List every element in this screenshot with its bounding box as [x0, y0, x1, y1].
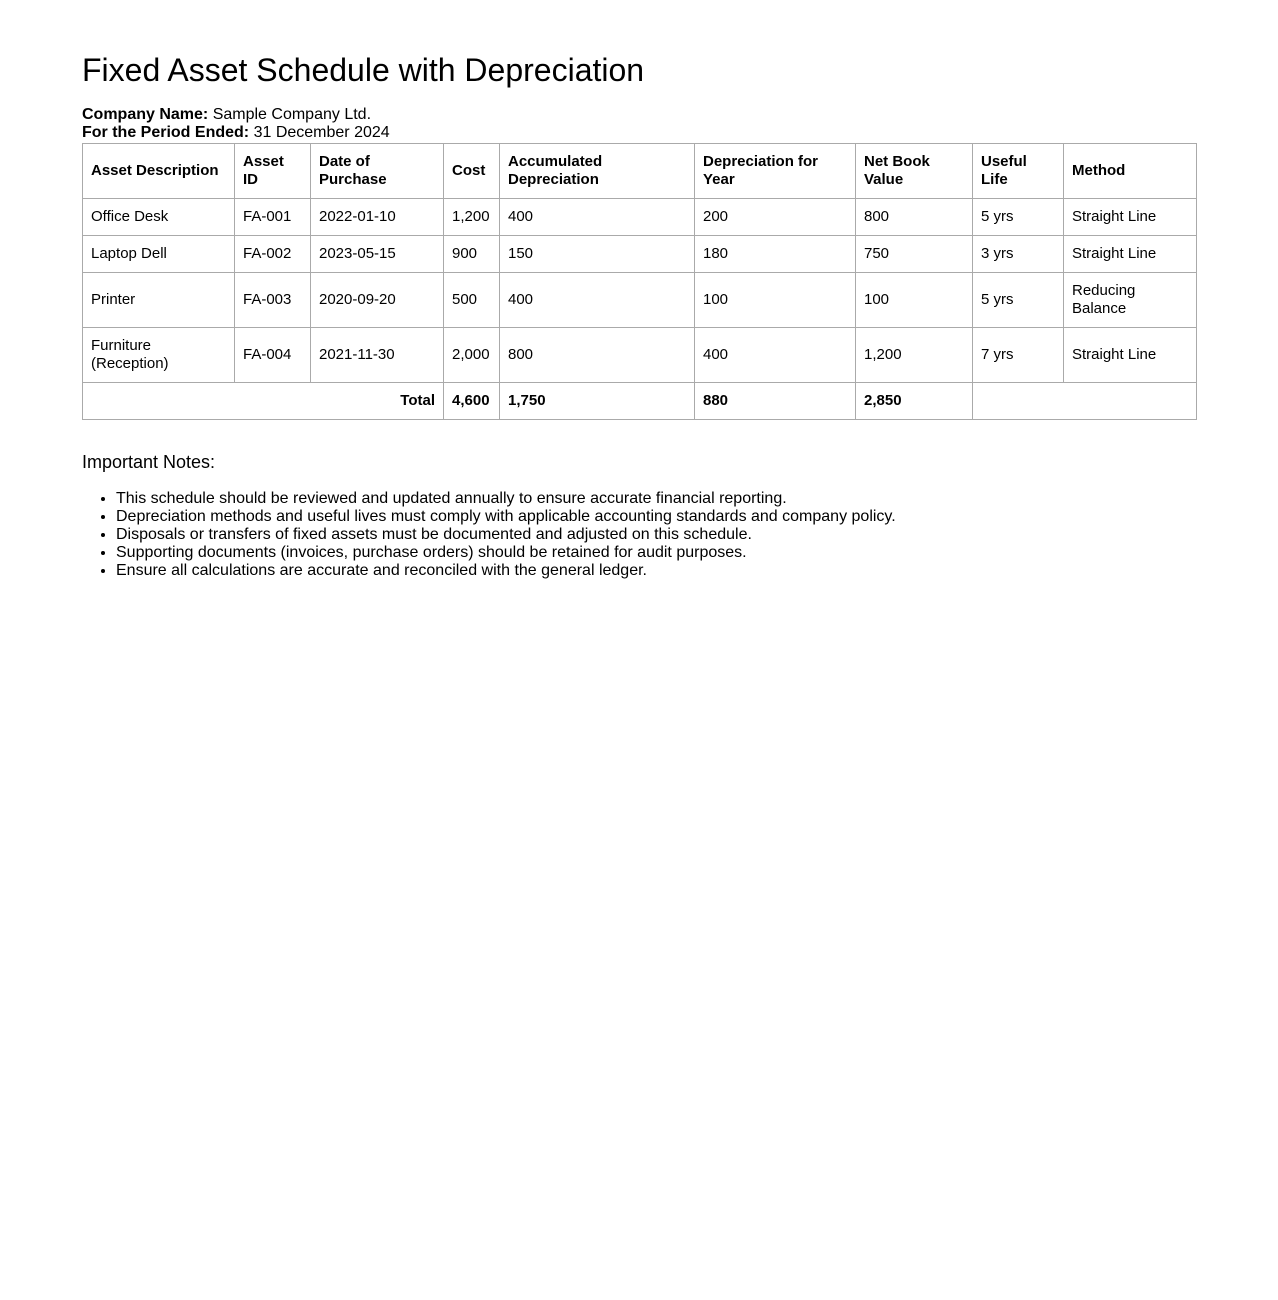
table-header-row	[83, 144, 1197, 199]
cell-asset-id: FA-004	[235, 328, 311, 383]
cell-asset-description: Laptop Dell	[83, 236, 235, 273]
period-value: 31 December 2024	[253, 124, 390, 141]
table-row	[83, 273, 1197, 328]
header-cost: Cost	[444, 144, 500, 199]
header-depreciation-for-year: Depreciation for Year	[695, 144, 856, 199]
cell-useful-life: 3 yrs	[973, 236, 1064, 273]
notes-list	[82, 490, 896, 580]
list-item: • Disposals or transfers of fixed assets must be documented and adjusted on this schedule.	[116, 526, 896, 544]
cell-net-book-value: 750	[856, 236, 973, 273]
page-title: Fixed Asset Schedule with Depreciation	[82, 52, 645, 88]
period-label: For the Period Ended:	[82, 124, 250, 141]
cell-accumulated-depreciation: 400	[500, 273, 695, 328]
cell-depreciation-for-year: 200	[695, 199, 856, 236]
cell-asset-id: FA-002	[235, 236, 311, 273]
table-row	[83, 236, 1197, 273]
cell-cost: 1,200	[444, 199, 500, 236]
cell-date-of-purchase: 2021-11-30	[311, 328, 444, 383]
header-asset-id: Asset ID	[235, 144, 311, 199]
notes-heading: Important Notes:	[82, 452, 216, 472]
header-method: Method	[1064, 144, 1197, 199]
cell-asset-description: Furniture (Reception)	[83, 328, 235, 383]
cell-depreciation-for-year: 400	[695, 328, 856, 383]
company-value: Sample Company Ltd.	[212, 106, 372, 123]
total-empty-cell	[973, 383, 1197, 420]
total-depreciation-for-year: 880	[695, 383, 856, 420]
cell-net-book-value: 100	[856, 273, 973, 328]
period-line	[82, 124, 390, 142]
list-item: • This schedule should be reviewed and updated annually to ensure accurate financial reporting.	[116, 490, 896, 508]
header-asset-description: Asset Description	[83, 144, 235, 199]
cell-date-of-purchase: 2022-01-10	[311, 199, 444, 236]
cell-asset-description: Office Desk	[83, 199, 235, 236]
cell-depreciation-for-year: 100	[695, 273, 856, 328]
table-row	[83, 199, 1197, 236]
cell-depreciation-for-year: 180	[695, 236, 856, 273]
cell-useful-life: 7 yrs	[973, 328, 1064, 383]
cell-net-book-value: 1,200	[856, 328, 973, 383]
company-line	[82, 106, 390, 124]
list-item: • Supporting documents (invoices, purchase orders) should be retained for audit purposes.	[116, 544, 896, 562]
header-net-book-value: Net Book Value	[856, 144, 973, 199]
cell-asset-description: Printer	[83, 273, 235, 328]
header-accumulated-depreciation: Accumulated Depreciation	[500, 144, 695, 199]
company-label: Company Name:	[82, 106, 209, 123]
cell-accumulated-depreciation: 400	[500, 199, 695, 236]
total-cost: 4,600	[444, 383, 500, 420]
cell-net-book-value: 800	[856, 199, 973, 236]
header-useful-life: Useful Life	[973, 144, 1064, 199]
total-accumulated-depreciation: 1,750	[500, 383, 695, 420]
table-row	[83, 328, 1197, 383]
total-label: Total	[83, 383, 444, 420]
total-row	[83, 383, 1197, 420]
list-item: • Depreciation methods and useful lives must comply with applicable accounting standards and company policy.	[116, 508, 896, 526]
list-item: • Ensure all calculations are accurate and reconciled with the general ledger.	[116, 562, 896, 580]
cell-accumulated-depreciation: 150	[500, 236, 695, 273]
cell-cost: 500	[444, 273, 500, 328]
asset-table	[82, 143, 1197, 420]
cell-accumulated-depreciation: 800	[500, 328, 695, 383]
cell-useful-life: 5 yrs	[973, 199, 1064, 236]
total-net-book-value: 2,850	[856, 383, 973, 420]
cell-date-of-purchase: 2023-05-15	[311, 236, 444, 273]
cell-date-of-purchase: 2020-09-20	[311, 273, 444, 328]
cell-method: Straight Line	[1064, 236, 1197, 273]
cell-method: Reducing Balance	[1064, 273, 1197, 328]
cell-asset-id: FA-003	[235, 273, 311, 328]
cell-method: Straight Line	[1064, 199, 1197, 236]
cell-useful-life: 5 yrs	[973, 273, 1064, 328]
header-date-of-purchase: Date of Purchase	[311, 144, 444, 199]
report-meta	[82, 106, 390, 142]
cell-asset-id: FA-001	[235, 199, 311, 236]
cell-method: Straight Line	[1064, 328, 1197, 383]
cell-cost: 2,000	[444, 328, 500, 383]
cell-cost: 900	[444, 236, 500, 273]
